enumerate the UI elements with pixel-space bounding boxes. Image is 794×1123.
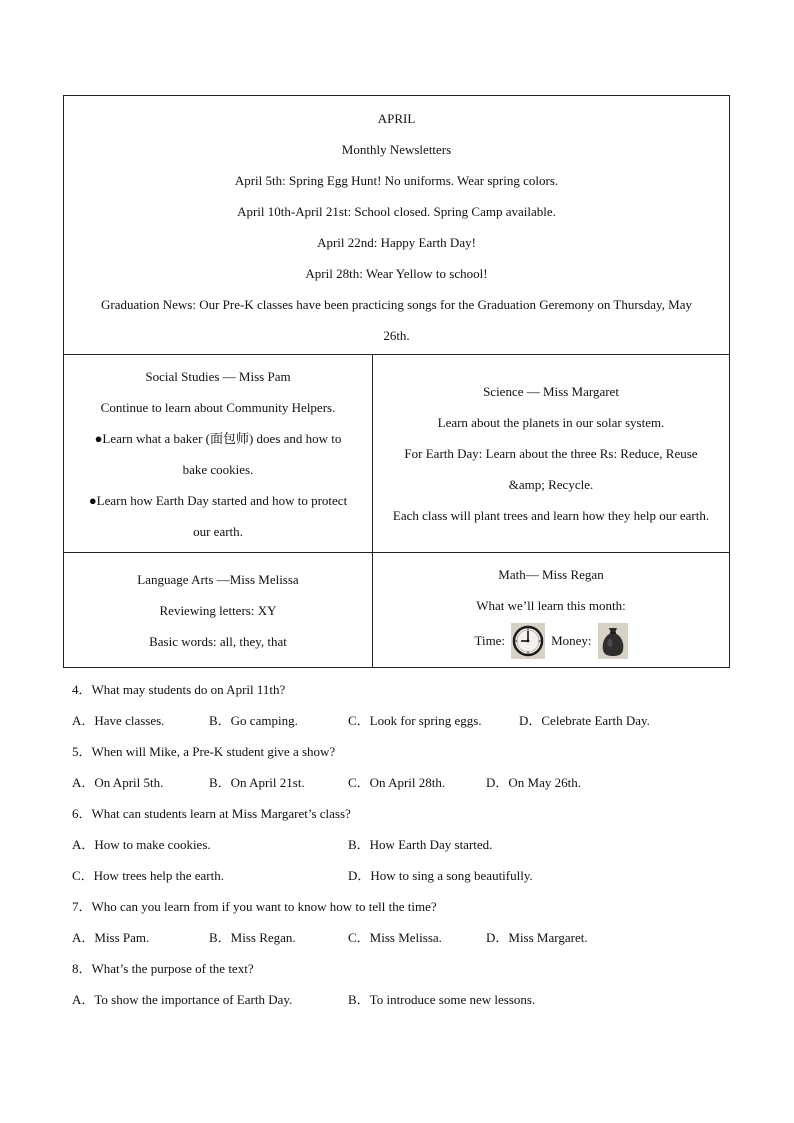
time-label: Time: (474, 633, 506, 648)
question-options (72, 984, 732, 1015)
option-d: D．Miss Margaret. (486, 930, 588, 945)
option-b: B．On April 21st. (209, 775, 305, 790)
question-stem: 6．What can students learn at Miss Margaret’s class? (72, 806, 351, 821)
option-c: C．Look for spring eggs. (348, 713, 482, 728)
event-line: April 10th-April 21st: School closed. Spring Camp available. (237, 204, 556, 219)
option-a: A．Have classes. (72, 713, 165, 728)
option-b: B．Miss Regan. (209, 930, 296, 945)
social-studies-line: our earth. (193, 523, 243, 539)
question-section (72, 674, 732, 1015)
question-stem: 5．When will Mike, a Pre-K student give a show? (72, 744, 336, 759)
science-cell (373, 355, 729, 552)
newsletter-header (64, 96, 729, 355)
question-stem: 7．Who can you learn from if you want to know how to tell the time? (72, 899, 437, 914)
language-arts-line: Basic words: all, they, that (149, 633, 287, 649)
newsletter-table (63, 95, 730, 668)
option-d: D．On May 26th. (486, 775, 581, 790)
language-arts-title: Language Arts —Miss Melissa (137, 571, 299, 587)
option-a: A．Miss Pam. (72, 930, 150, 945)
social-studies-title: Social Studies — Miss Pam (145, 368, 291, 384)
language-arts-line: Reviewing letters: XY (159, 602, 277, 618)
science-line: For Earth Day: Learn about the three Rs: Reduce, Reuse (404, 446, 698, 461)
option-b: B．To introduce some new lessons. (348, 992, 536, 1007)
money-label: Money: (551, 633, 592, 648)
clock-icon (511, 623, 545, 659)
subjects-row-2 (64, 553, 729, 667)
question-options (72, 829, 732, 860)
question-options (72, 705, 732, 736)
month-title: APRIL (377, 111, 416, 126)
question-stem: 4．What may students do on April 11th? (72, 682, 286, 697)
math-intro: What we’ll learn this month: (476, 598, 626, 613)
event-line: April 28th: Wear Yellow to school! (305, 266, 488, 281)
option-c: C．On April 28th. (348, 775, 446, 790)
graduation-news-cont: 26th. (383, 328, 410, 343)
language-arts-cell (64, 553, 373, 667)
option-b: B．Go camping. (209, 713, 298, 728)
social-studies-line: bake cookies. (182, 461, 254, 477)
math-cell (373, 553, 729, 667)
question-options (72, 860, 732, 891)
science-title: Science — Miss Margaret (483, 384, 619, 399)
subjects-row-1 (64, 355, 729, 553)
option-d: D．Celebrate Earth Day. (519, 713, 650, 728)
social-studies-line: Continue to learn about Community Helpers. (100, 399, 336, 415)
social-studies-line: ●Learn what a baker (面包师) does and how to (94, 430, 342, 446)
question-stem: 8．What’s the purpose of the text? (72, 961, 254, 976)
event-line: April 5th: Spring Egg Hunt! No uniforms. Wear spring colors. (234, 173, 559, 188)
newsletter-subtitle: Monthly Newsletters (341, 142, 452, 157)
science-line: Each class will plant trees and learn how they help our earth. (392, 508, 710, 523)
money-bag-icon (598, 623, 628, 659)
science-line: Learn about the planets in our solar system. (437, 415, 665, 430)
graduation-news: Graduation News: Our Pre-K classes have been practicing songs for the Graduation Geremony on Thursday, May (101, 297, 692, 312)
option-a: A．On April 5th. (72, 775, 164, 790)
option-a: A．To show the importance of Earth Day. (72, 992, 293, 1007)
option-b: B．How Earth Day started. (348, 837, 493, 852)
event-line: April 22nd: Happy Earth Day! (317, 235, 476, 250)
math-title: Math— Miss Regan (498, 567, 604, 582)
social-studies-line: ●Learn how Earth Day started and how to protect (88, 492, 348, 508)
option-a: A．How to make cookies. (72, 837, 211, 852)
option-c: C．Miss Melissa. (348, 930, 442, 945)
math-topics (379, 621, 723, 661)
question-options (72, 767, 732, 798)
science-line: &amp; Recycle. (508, 477, 594, 492)
social-studies-cell (64, 355, 373, 552)
question-options (72, 922, 732, 953)
option-c: C．How trees help the earth. (72, 868, 224, 883)
option-d: D．How to sing a song beautifully. (348, 868, 533, 883)
